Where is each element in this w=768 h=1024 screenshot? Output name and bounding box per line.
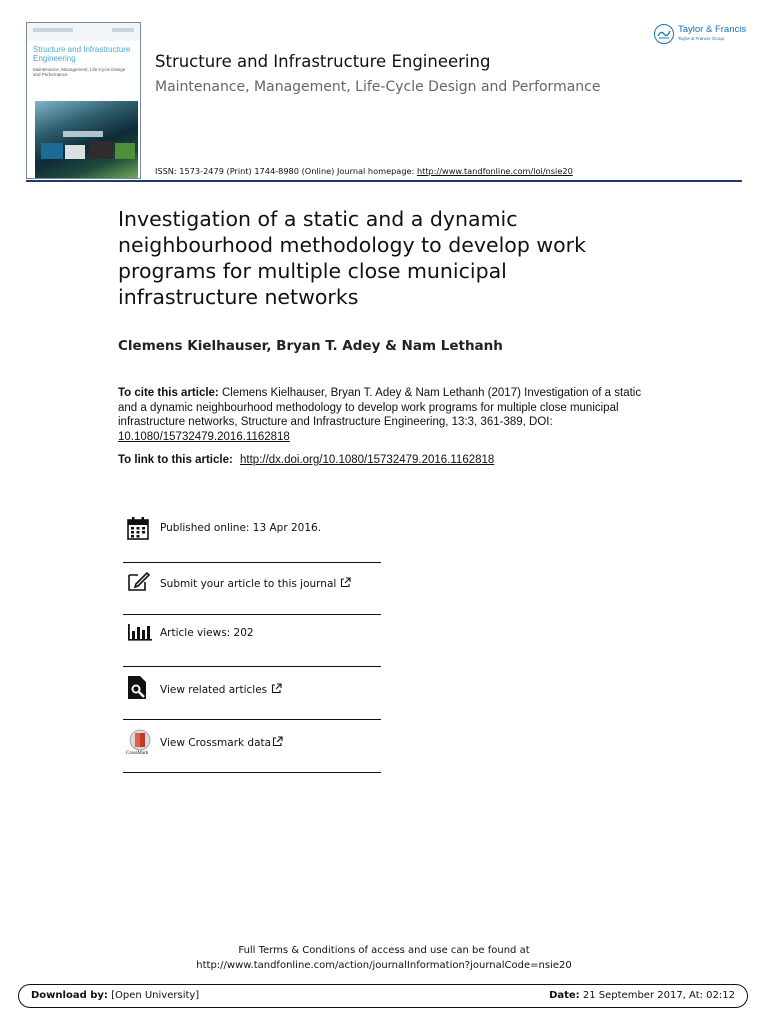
date-value: 21 September 2017, At: 02:12 [582, 990, 735, 1001]
article-title: Investigation of a static and a dynamic neighbourhood methodology to develop work programs for multiple close municipal infrastructure networks [118, 207, 586, 309]
related-articles-link[interactable] [160, 683, 282, 697]
related-articles-row[interactable] [123, 675, 381, 703]
terms-line-1: Full Terms & Conditions of access and use can be found at [238, 945, 530, 956]
cover-photo [35, 101, 138, 179]
info-divider [123, 666, 381, 667]
date-label: Date: [549, 990, 580, 1001]
external-link-icon [340, 577, 351, 591]
cover-top-strip [27, 23, 140, 41]
article-views: Article views: 202 [160, 627, 254, 639]
link-label: To link to this article: [118, 454, 233, 466]
cite-doi-link[interactable]: 10.1080/15732479.2016.1162818 [118, 430, 290, 443]
article-views-row [123, 622, 381, 648]
crossmark-icon [127, 729, 153, 763]
external-link-icon [271, 683, 282, 697]
published-date: Published online: 13 Apr 2016. [160, 522, 322, 534]
cover-subtitle: Maintenance, Management, Life-Cycle Design and Performance [33, 67, 126, 77]
info-divider [123, 719, 381, 720]
journal-subtitle: Maintenance, Management, Life-Cycle Design and Performance [155, 79, 601, 95]
submit-article-link[interactable] [160, 577, 351, 591]
published-row [123, 516, 381, 544]
terms-url[interactable]: http://www.tandfonline.com/action/journalInformation?journalCode=nsie20 [196, 960, 572, 971]
download-info-bar [18, 984, 748, 1008]
edit-icon [127, 570, 151, 596]
citation-block [118, 386, 648, 444]
related-articles-label: View related articles [160, 684, 268, 696]
crossmark-icon-text: CrossMark [126, 751, 149, 756]
download-date [549, 990, 735, 1001]
publisher-logo-icon [654, 24, 674, 44]
cite-label: To cite this article: [118, 387, 219, 399]
info-divider [123, 562, 381, 563]
publisher-group: Taylor & Francis Group [678, 36, 725, 41]
crossmark-label: View Crossmark data [160, 737, 272, 749]
info-divider [123, 614, 381, 615]
article-authors: Clemens Kielhauser, Bryan T. Adey & Nam Lethanh [118, 338, 503, 354]
submit-article-label: Submit your article to this journal [160, 578, 337, 590]
cover-title: Structure and Infrastructure Engineering [33, 45, 131, 63]
crossmark-link[interactable] [160, 736, 283, 750]
info-divider [123, 772, 381, 773]
issn-text: ISSN: 1573-2479 (Print) 1744-8980 (Online) Journal homepage: [155, 166, 415, 176]
bar-chart-icon [127, 622, 153, 646]
issn-line [155, 166, 573, 176]
header-divider [26, 180, 742, 182]
publisher-logo[interactable] [654, 22, 746, 48]
article-doi-link[interactable]: http://dx.doi.org/10.1080/15732479.2016.1162818 [240, 454, 495, 466]
terms-notice [0, 943, 768, 973]
journal-homepage-link[interactable]: http://www.tandfonline.com/loi/nsie20 [416, 166, 573, 176]
journal-title: Structure and Infrastructure Engineering [155, 52, 491, 71]
crossmark-row[interactable] [123, 729, 381, 759]
download-value: [Open University] [111, 990, 200, 1001]
submit-article-row[interactable] [123, 570, 381, 598]
download-label: Download by: [31, 990, 108, 1001]
search-document-icon [127, 675, 149, 705]
download-by [31, 990, 199, 1001]
cite-text: Clemens Kielhauser, Bryan T. Adey & Nam Lethanh (2017) Investigation of a static and a dynamic neighbourhood methodology to develop work programs for multiple close municipal infrastructure networks, Structure and Infrastructure Engineering, 13:3, 361-389, DOI: [118, 387, 642, 428]
external-link-icon [272, 736, 283, 750]
journal-cover-image [26, 22, 141, 179]
article-link-line [118, 454, 494, 466]
calendar-icon [127, 516, 149, 544]
publisher-name: Taylor & Francis [678, 24, 747, 35]
